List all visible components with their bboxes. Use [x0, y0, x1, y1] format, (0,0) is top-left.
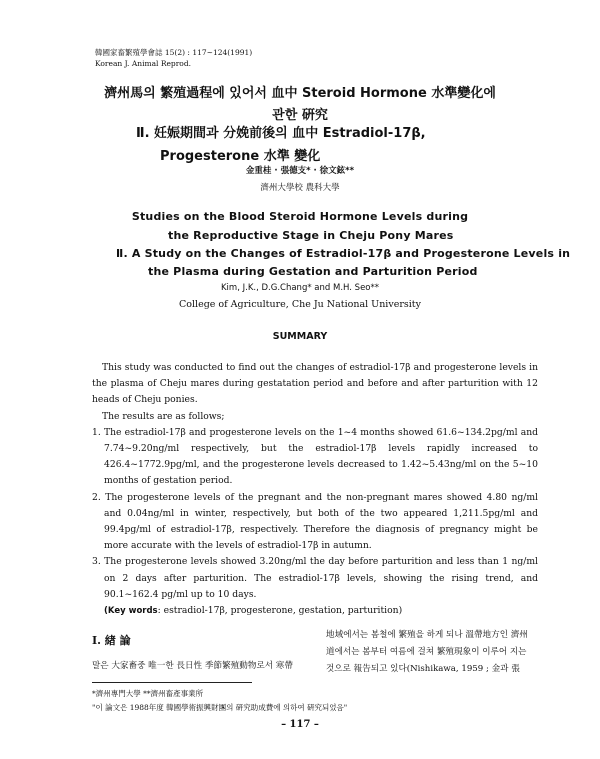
intro-right-line-2: 道에서는 봄부터 여름에 걸쳐 繁殖現象이 이루어 지는 [326, 647, 527, 657]
english-affiliation: College of Agriculture, Che Ju National University [179, 299, 421, 310]
keywords-label: (Key words [104, 606, 158, 617]
page-number: – 117 – [281, 719, 319, 730]
summary-intro: This study was conducted to find out the changes of estradiol-17β and progesterone levels in the plasma of Cheju mares during gestatation period and before and after parturition with 12 heads of Cheju ponies. [92, 362, 538, 406]
english-title-line-1: Studies on the Blood Steroid Hormone Levels during [131, 210, 469, 223]
korean-title-line-4: Progesterone 水準 變化 [160, 149, 321, 164]
summary-result-3: 3. The progesterone levels showed 3.20ng/ml the day before parturition and less than 1 ng/ml on 2 days after parturition. The estradiol-17β levels, showing the rising trend, and 90.1~162.4 pg/ml up to 10 days. [92, 556, 538, 600]
footnote-funding: "이 論文은 1988年度 韓國學術振興財團의 硏究助成費에 의하여 硏究되었음" [92, 703, 348, 712]
journal-citation-korean: 韓國家畜繁殖學會誌 15(2) : 117~124(1991) [95, 48, 253, 57]
summary-body [92, 360, 538, 619]
korean-title-line-2: 관한 硏究 [272, 108, 328, 123]
korean-authors: 金重桂 · 張德支* · 徐文鉉** [245, 166, 355, 176]
summary-result-1: 1. The estradiol-17β and progesterone levels on the 1~4 months showed 61.6~134.2pg/ml and 7.74~9.20ng/ml respectively, but the estradiol-17β levels rapidly increased to 426.4~1772.9pg/ml, and the progesterone levels decreased to 1.42~5.43ng/ml on the 5~10 months of gestation period. [92, 426, 538, 487]
korean-title-line-1: 濟州馬의 繁殖過程에 있어서 血中 Steroid Hormone 水準變化에 [104, 86, 496, 101]
intro-left-line-1: 말은 大家畜중 唯一한 長日性 季節繁殖動物로서 寒帶 [92, 661, 293, 671]
summary-results-intro: The results are as follows; [102, 410, 225, 422]
english-title-line-4: the Plasma during Gestation and Parturition Period [148, 265, 478, 278]
keywords-text: : estradiol-17β, progesterone, gestation, parturition) [157, 605, 403, 617]
footnote-divider [92, 682, 252, 683]
intro-right-line-1: 地域에서는 봄철에 繁殖을 하게 되나 溫帶地方인 濟州 [326, 630, 528, 640]
journal-header [95, 47, 252, 69]
intro-right-column [326, 627, 538, 678]
keywords [92, 603, 538, 619]
english-title-line-2: the Reproductive Stage in Cheju Pony Mares [168, 229, 454, 242]
intro-right-line-3: 것으로 報告되고 있다(Nishikawa, 1959 ; 金과 張 [326, 664, 520, 674]
english-title-line-3: Ⅱ. A Study on the Changes of Estradiol-17β and Progesterone Levels in [116, 247, 571, 260]
english-authors: Kim, J.K., D.G.Chang* and M.H. Seo** [220, 283, 379, 293]
section-heading-introduction: Ⅰ. 緖 論 [92, 634, 131, 647]
intro-left-column [92, 659, 304, 673]
footnote-affiliations: *濟州專門大學 **濟州畜產事業所 [92, 689, 204, 698]
summary-result-2: 2. The progesterone levels of the pregnant and the non-pregnant mares showed 4.80 ng/ml and 0.04ng/ml in winter, respectively, but both of the two appeared 1,211.5pg/ml and 99.4pg/ml of estradiol-17β, respectively. Therefore the diagnosis of pregnancy might be more accurate with the levels of estradiol-17β in autumn. [92, 491, 538, 552]
summary-heading: SUMMARY [272, 331, 328, 342]
journal-citation-english: Korean J. Animal Reprod. [95, 59, 192, 68]
korean-affiliation: 濟州大學校 農科大學 [260, 183, 340, 193]
korean-title-line-3: Ⅱ. 妊娠期間과 分娩前後의 血中 Estradiol-17β, [136, 126, 426, 141]
